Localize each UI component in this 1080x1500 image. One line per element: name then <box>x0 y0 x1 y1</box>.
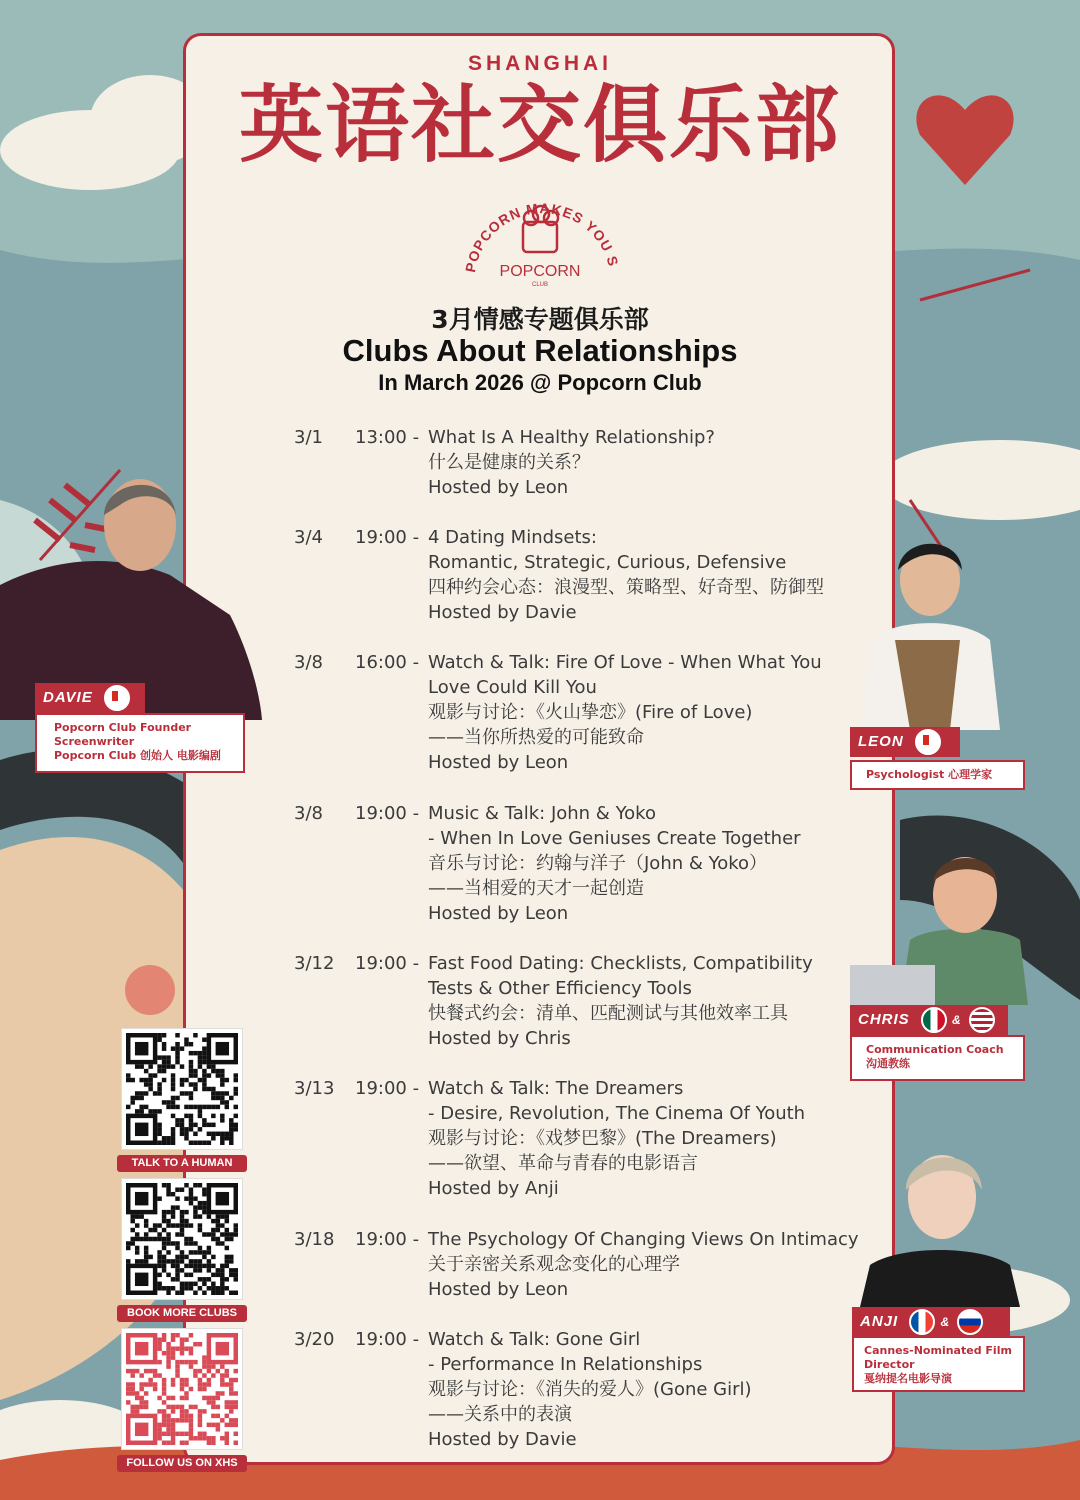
event-time: 19:00 - <box>355 1078 420 1099</box>
event-date: 3/20 <box>294 1329 335 1350</box>
event-line: ——欲望、革命与青春的电影语言 <box>428 1153 698 1174</box>
event-host: Hosted by Anji <box>428 1178 559 1199</box>
chris-info: Communication Coach 沟通教练 <box>850 1035 1025 1081</box>
event-line: 快餐式约会：清单、匹配测试与其他效率工具 <box>428 1003 788 1024</box>
leon-name: LEON <box>858 733 904 750</box>
event-details <box>428 425 878 500</box>
event-date: 3/8 <box>294 803 323 824</box>
event-line: Watch & Talk: Fire Of Love - When What You <box>428 652 822 673</box>
club-title-cn: 英语社交俱乐部 <box>238 76 841 174</box>
event-time: 19:00 - <box>355 1229 420 1250</box>
event-line: Watch & Talk: The Dreamers <box>428 1078 684 1099</box>
event-date: 3/4 <box>294 527 323 548</box>
event-host: Hosted by Leon <box>428 903 569 924</box>
popcorn-club-logo <box>455 178 625 293</box>
event-line: Tests & Other Efficiency Tools <box>428 978 692 999</box>
event-host: Hosted by Chris <box>428 1028 571 1049</box>
event-line: Love Could Kill You <box>428 677 597 698</box>
russia-flag-icon <box>957 1309 983 1335</box>
svg-text:POPCORN MAKES YOU SMART <box>455 178 622 274</box>
event-line: Fast Food Dating: Checklists, Compatibility <box>428 953 813 974</box>
event-line: - When In Love Geniuses Create Together <box>428 828 801 849</box>
chris-name: CHRIS <box>858 1011 910 1028</box>
event-line: Watch & Talk: Gone Girl <box>428 1329 641 1350</box>
logo-sub: CLUB <box>531 282 549 288</box>
anji-info: Cannes-Nominated Film Director 戛纳提名电影导演 <box>852 1336 1025 1392</box>
event-line: 4 Dating Mindsets: <box>428 527 597 548</box>
subtitle-cn: 3月情感专题俱乐部 <box>431 305 649 334</box>
qr-code-talk-to-human[interactable] <box>121 1028 243 1150</box>
event-line: 观影与讨论：《戏梦巴黎》(The Dreamers) <box>428 1128 777 1149</box>
chris-amp: & <box>952 1013 962 1027</box>
event-date: 3/8 <box>294 652 323 673</box>
leon-photo <box>850 530 1060 730</box>
event-date: 3/1 <box>294 427 323 448</box>
event-line: 关于亲密关系观念变化的心理学 <box>428 1254 680 1275</box>
mexico-flag-icon <box>921 1007 947 1033</box>
qr-label-book-more-clubs: BOOK MORE CLUBS <box>117 1305 247 1322</box>
event-details <box>428 650 878 775</box>
event-date: 3/12 <box>294 953 335 974</box>
chris-name-tag <box>850 1005 1008 1035</box>
event-time: 16:00 - <box>355 652 420 673</box>
event-time: 19:00 - <box>355 1329 420 1350</box>
subtitle-when: In March 2026 @ Popcorn Club <box>378 370 702 395</box>
event-host: Hosted by Leon <box>428 752 569 773</box>
event-host: Hosted by Leon <box>428 477 569 498</box>
qr-label-talk-to-human: TALK TO A HUMAN <box>117 1155 247 1172</box>
event-line: - Desire, Revolution, The Cinema Of Youth <box>428 1103 806 1124</box>
event-line: 观影与讨论：《消失的爱人》(Gone Girl) <box>428 1379 752 1400</box>
davie-photo <box>0 465 265 720</box>
usa-flag-icon <box>969 1007 995 1033</box>
event-line: 观影与讨论：《火山挚恋》(Fire of Love) <box>428 702 753 723</box>
event-line: ——当相爱的天才一起创造 <box>428 878 644 899</box>
event-time: 19:00 - <box>355 953 420 974</box>
event-details <box>428 525 878 625</box>
event-host: Hosted by Davie <box>428 1429 577 1450</box>
event-details <box>428 1327 878 1452</box>
qr-code-follow-xhs[interactable] <box>121 1328 243 1450</box>
event-line: 音乐与讨论：约翰与洋子（John & Yoko） <box>428 853 768 874</box>
event-details <box>428 1076 878 1201</box>
event-details <box>428 951 878 1051</box>
leon-name-tag <box>850 727 960 757</box>
city-label: SHANGHAI <box>467 52 612 75</box>
qr-label-follow-xhs: FOLLOW US ON XHS <box>117 1455 247 1472</box>
chris-photo <box>850 840 1035 1005</box>
event-time: 19:00 - <box>355 527 420 548</box>
event-line: What Is A Healthy Relationship? <box>428 427 715 448</box>
event-line: Music & Talk: John & Yoko <box>428 803 656 824</box>
event-line: - Performance In Relationships <box>428 1354 703 1375</box>
event-line: 四种约会心态：浪漫型、策略型、好奇型、防御型 <box>428 577 824 598</box>
leon-info: Psychologist 心理学家 <box>850 760 1025 790</box>
subtitle-en: Clubs About Relationships <box>342 333 738 368</box>
canada-flag-icon <box>104 685 130 711</box>
canada-flag-icon <box>915 729 941 755</box>
event-time: 19:00 - <box>355 803 420 824</box>
event-date: 3/18 <box>294 1229 335 1250</box>
event-host: Hosted by Leon <box>428 1279 569 1300</box>
logo-name: POPCORN <box>499 263 581 280</box>
davie-name-tag <box>35 683 145 713</box>
event-host: Hosted by Davie <box>428 602 577 623</box>
event-date: 3/13 <box>294 1078 335 1099</box>
anji-name: ANJI <box>860 1313 899 1330</box>
anji-name-tag <box>852 1307 1010 1337</box>
davie-info: Popcorn Club Founder Screenwriter Popcorn Club 创始人 电影编剧 <box>35 713 245 773</box>
event-line: The Psychology Of Changing Views On Intimacy <box>428 1229 859 1250</box>
france-flag-icon <box>909 1309 935 1335</box>
event-line: ——当你所热爱的可能致命 <box>428 727 644 748</box>
event-details <box>428 801 878 926</box>
qr-code-book-more-clubs[interactable] <box>121 1178 243 1300</box>
event-line: Romantic, Strategic, Curious, Defensive <box>428 552 787 573</box>
logo-arc-text: POPCORN MAKES YOU S <box>462 200 622 274</box>
davie-name: DAVIE <box>43 689 93 706</box>
event-line: ——关系中的表演 <box>428 1404 572 1425</box>
event-time: 13:00 - <box>355 427 420 448</box>
event-line: 什么是健康的关系？ <box>428 452 590 473</box>
anji-photo <box>860 1135 1020 1307</box>
event-details <box>428 1227 878 1302</box>
anji-amp: & <box>940 1315 951 1329</box>
